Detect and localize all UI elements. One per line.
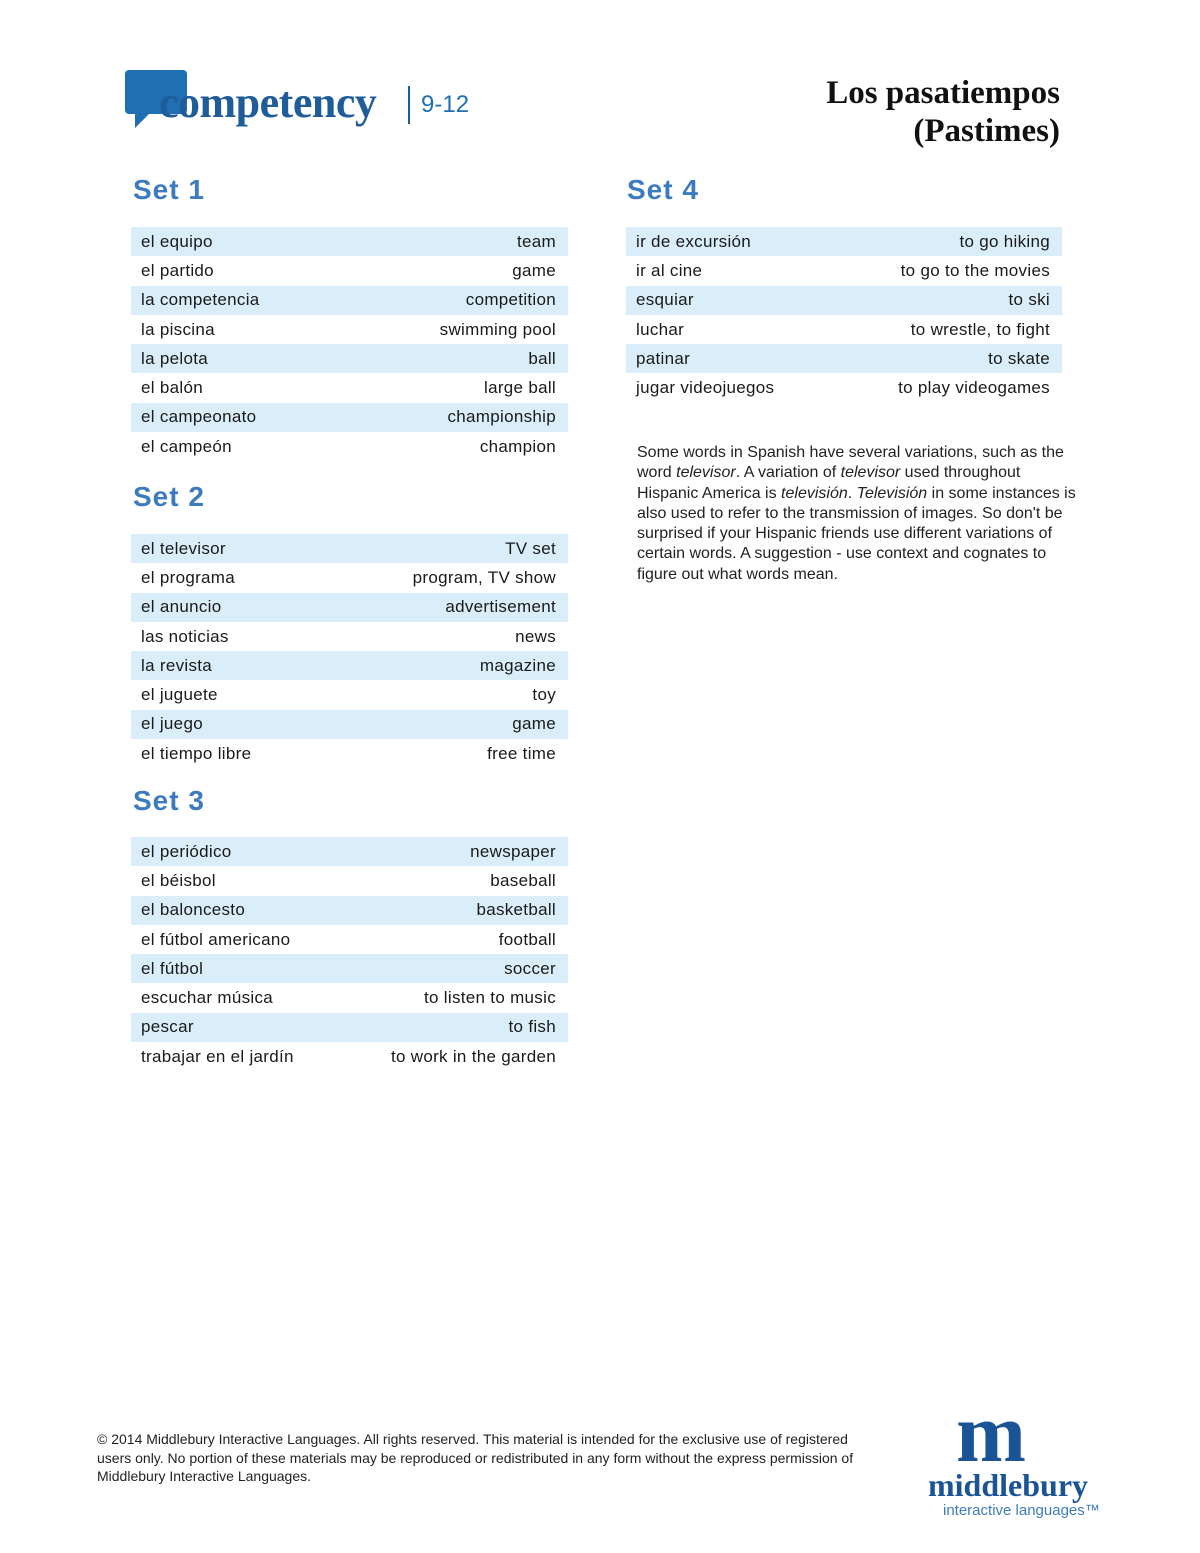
- english-translation: champion: [479, 436, 556, 456]
- spanish-term: el campeonato: [141, 407, 257, 427]
- vocab-row: [131, 896, 568, 925]
- vocab-row: [131, 1042, 568, 1071]
- note-text-4: .: [847, 484, 857, 502]
- english-translation: game: [512, 260, 556, 280]
- english-translation: to play videogames: [898, 378, 1050, 398]
- english-translation: to go hiking: [959, 231, 1050, 251]
- spanish-term: el fútbol: [141, 958, 204, 978]
- english-translation: news: [515, 626, 556, 646]
- spanish-term: las noticias: [141, 626, 229, 646]
- competency-logo: [125, 70, 485, 132]
- middlebury-tagline: interactive languages™: [943, 1502, 1100, 1519]
- vocab-row: [131, 432, 568, 461]
- spanish-term: la pelota: [141, 348, 208, 368]
- vocab-row: [626, 227, 1062, 256]
- english-translation: program, TV show: [412, 567, 556, 587]
- logo-grade-range: 9-12: [421, 91, 470, 118]
- english-translation: swimming pool: [439, 319, 556, 339]
- english-translation: TV set: [505, 538, 556, 558]
- set-3-heading: Set 3: [133, 785, 205, 816]
- spanish-term: el partido: [141, 260, 214, 280]
- vocab-row: [626, 315, 1062, 344]
- vocab-row: [131, 227, 568, 256]
- english-translation: to listen to music: [423, 988, 556, 1008]
- variation-note: [637, 443, 1082, 585]
- vocab-row: [626, 256, 1062, 285]
- english-translation: large ball: [484, 378, 556, 398]
- vocab-row: [131, 983, 568, 1012]
- vocab-row: [131, 1013, 568, 1042]
- speech-bubble-tail: [135, 112, 151, 128]
- english-translation: advertisement: [445, 597, 556, 617]
- vocab-row: [131, 954, 568, 983]
- title-line-2: (Pastimes): [913, 113, 1060, 149]
- note-text-3: used throughout Hispanic America is: [637, 464, 1021, 502]
- english-translation: to wrestle, to fight: [910, 319, 1050, 339]
- spanish-term: la competencia: [141, 290, 260, 310]
- english-translation: team: [517, 231, 556, 251]
- note-text-2: . A variation of: [735, 464, 841, 482]
- spanish-term: escuchar música: [141, 988, 274, 1008]
- vocab-row: [131, 534, 568, 563]
- copyright-notice: © 2014 Middlebury Interactive Languages. All rights reserved. This material is intended for the exclusive use of registered users only. No portion of these materials may be reproduced or redistributed in any form without the express permission of Middlebury Interactive Languages.: [97, 1431, 854, 1484]
- note-word-1: televisor: [676, 464, 736, 482]
- spanish-term: el fútbol americano: [141, 929, 291, 949]
- vocab-row: [131, 315, 568, 344]
- middlebury-m-mark: m: [956, 1387, 1020, 1480]
- vocab-row: [131, 680, 568, 709]
- set-4-heading: Set 4: [627, 174, 699, 205]
- middlebury-logo: [928, 1387, 1123, 1522]
- set-4-table: [626, 227, 1062, 403]
- vocab-row: [131, 739, 568, 768]
- english-translation: competition: [465, 290, 556, 310]
- spanish-term: el baloncesto: [141, 900, 246, 920]
- english-translation: magazine: [479, 655, 556, 675]
- vocab-row: [131, 622, 568, 651]
- logo-divider: [408, 86, 410, 124]
- spanish-term: patinar: [636, 348, 691, 368]
- vocab-row: [131, 837, 568, 866]
- spanish-term: esquiar: [636, 290, 694, 310]
- set-3-table: [131, 837, 568, 1071]
- english-translation: baseball: [490, 870, 556, 890]
- spanish-term: el televisor: [141, 538, 226, 558]
- spanish-term: el béisbol: [141, 870, 216, 890]
- english-translation: championship: [447, 407, 556, 427]
- vocab-row: [626, 286, 1062, 315]
- vocab-row: [131, 866, 568, 895]
- english-translation: football: [498, 929, 556, 949]
- spanish-term: la piscina: [141, 319, 215, 339]
- note-word-2: televisor: [840, 464, 901, 482]
- spanish-term: ir al cine: [636, 260, 703, 280]
- vocab-row: [131, 593, 568, 622]
- english-translation: basketball: [476, 900, 556, 920]
- spanish-term: el programa: [141, 567, 236, 587]
- vocab-row: [131, 403, 568, 432]
- english-translation: to go to the movies: [900, 260, 1050, 280]
- vocab-row: [131, 256, 568, 285]
- vocab-row: [131, 710, 568, 739]
- english-translation: newspaper: [470, 841, 556, 861]
- vocab-row: [131, 925, 568, 954]
- english-translation: to fish: [508, 1017, 556, 1037]
- spanish-term: el juego: [141, 714, 203, 734]
- spanish-term: el periódico: [141, 841, 232, 861]
- vocab-row: [131, 286, 568, 315]
- vocab-row: [626, 373, 1062, 402]
- note-word-3: televisión: [781, 484, 848, 502]
- note-text-1: Some words in Spanish have several variations, such as the word: [637, 444, 1064, 482]
- english-translation: free time: [487, 743, 556, 763]
- spanish-term: trabajar en el jardín: [141, 1046, 294, 1066]
- spanish-term: luchar: [636, 319, 685, 339]
- set-1-heading: Set 1: [133, 174, 205, 205]
- title-line-1: Los pasatiempos: [826, 75, 1060, 111]
- vocab-row: [131, 563, 568, 592]
- spanish-term: el juguete: [141, 685, 218, 705]
- spanish-term: pescar: [141, 1017, 194, 1037]
- spanish-term: el equipo: [141, 231, 213, 251]
- spanish-term: el balón: [141, 378, 203, 398]
- middlebury-wordmark: middlebury: [928, 1467, 1089, 1503]
- english-translation: toy: [532, 685, 556, 705]
- spanish-term: el campeón: [141, 436, 232, 456]
- vocab-row: [131, 344, 568, 373]
- page-title: [826, 74, 1060, 150]
- note-word-4: Televisión: [856, 484, 928, 502]
- set-2-table: [131, 534, 568, 768]
- set-2-heading: Set 2: [133, 481, 205, 512]
- english-translation: ball: [528, 348, 556, 368]
- english-translation: soccer: [504, 958, 556, 978]
- english-translation: to work in the garden: [390, 1046, 556, 1066]
- logo-wordmark: competency: [159, 78, 377, 127]
- spanish-term: el anuncio: [141, 597, 222, 617]
- vocab-row: [626, 344, 1062, 373]
- note-text-5: in some instances is also used to refer to the transmission of images. So don't be surprised if your Hispanic friends use different variations of certain words. A suggestion - use context and cognates to figure out what words mean.: [637, 484, 1076, 583]
- spanish-term: ir de excursión: [636, 231, 752, 251]
- vocab-row: [131, 373, 568, 402]
- english-translation: to ski: [1008, 290, 1050, 310]
- spanish-term: la revista: [141, 655, 213, 675]
- vocab-row: [131, 651, 568, 680]
- spanish-term: el tiempo libre: [141, 743, 252, 763]
- spanish-term: jugar videojuegos: [636, 378, 775, 398]
- english-translation: to skate: [988, 348, 1050, 368]
- set-1-table: [131, 227, 568, 461]
- english-translation: game: [512, 714, 556, 734]
